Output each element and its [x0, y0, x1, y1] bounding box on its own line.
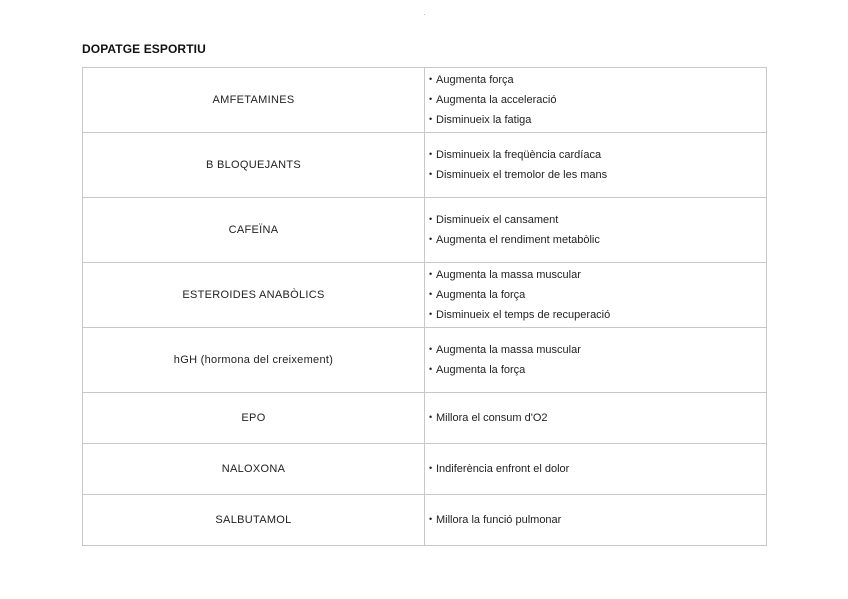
effect-item — [429, 210, 766, 230]
substance-cell: B BLOQUEJANTS — [83, 133, 425, 198]
effect-list — [429, 459, 766, 479]
effect-list — [429, 408, 766, 428]
effect-text: Disminueix el tremolor de les mans — [436, 169, 608, 181]
bullet-icon: • — [429, 234, 433, 244]
effect-item — [429, 265, 766, 285]
effect-text: Disminueix el temps de recuperació — [436, 309, 611, 321]
effects-cell — [425, 263, 767, 328]
effect-text: Millora el consum d'O2 — [436, 412, 548, 424]
bullet-icon: • — [429, 344, 433, 354]
effect-list — [429, 70, 766, 130]
effect-text: Disminueix la fatiga — [436, 114, 532, 126]
bullet-icon: • — [429, 74, 433, 84]
substance-cell: SALBUTAMOL — [83, 495, 425, 546]
substance-cell: ESTEROIDES ANABÒLICS — [83, 263, 425, 328]
effect-text: Augmenta la massa muscular — [436, 269, 581, 281]
table-row — [83, 198, 767, 263]
document-title: DOPATGE ESPORTIU — [82, 42, 206, 56]
bullet-icon: • — [429, 364, 433, 374]
effect-item — [429, 510, 766, 530]
bullet-icon: • — [429, 412, 433, 422]
effect-text: Augmenta el rendiment metabòlic — [436, 234, 600, 246]
table-row — [83, 495, 767, 546]
effect-item — [429, 340, 766, 360]
table-row — [83, 133, 767, 198]
substance-cell: CAFEÏNA — [83, 198, 425, 263]
substance-cell: hGH (hormona del creixement) — [83, 328, 425, 393]
bullet-icon: • — [429, 463, 433, 473]
effect-item — [429, 459, 766, 479]
bullet-icon: • — [429, 149, 433, 159]
table-row — [83, 263, 767, 328]
effect-item — [429, 70, 766, 90]
effect-text: Disminueix la freqüència cardíaca — [436, 149, 602, 161]
effects-cell — [425, 444, 767, 495]
substance-cell: NALOXONA — [83, 444, 425, 495]
effect-text: Augmenta la força — [436, 289, 526, 301]
bullet-icon: • — [429, 309, 433, 319]
effects-cell — [425, 133, 767, 198]
substance-cell: EPO — [83, 393, 425, 444]
bullet-icon: • — [429, 269, 433, 279]
effect-item — [429, 360, 766, 380]
table-row — [83, 328, 767, 393]
effect-text: Indiferència enfront el dolor — [436, 463, 570, 475]
effect-text: Augmenta la força — [436, 364, 526, 376]
effect-item — [429, 90, 766, 110]
effect-list — [429, 340, 766, 380]
effect-text: Augmenta la acceleració — [436, 94, 557, 106]
effect-text: Augmenta la massa muscular — [436, 344, 581, 356]
table-row — [83, 393, 767, 444]
effect-text: Millora la funció pulmonar — [436, 514, 562, 526]
effect-item — [429, 230, 766, 250]
bullet-icon: • — [429, 169, 433, 179]
effects-cell — [425, 68, 767, 133]
table-row — [83, 444, 767, 495]
bullet-icon: • — [429, 214, 433, 224]
page-dot-mark — [424, 14, 425, 15]
effect-text: Augmenta força — [436, 74, 514, 86]
substance-cell: AMFETAMINES — [83, 68, 425, 133]
effect-list — [429, 210, 766, 250]
effect-item — [429, 408, 766, 428]
effects-cell — [425, 198, 767, 263]
effects-cell — [425, 393, 767, 444]
effect-text: Disminueix el cansament — [436, 214, 559, 226]
effect-item — [429, 285, 766, 305]
effects-cell — [425, 495, 767, 546]
effects-cell — [425, 328, 767, 393]
bullet-icon: • — [429, 94, 433, 104]
effect-list — [429, 510, 766, 530]
doping-table — [82, 67, 767, 546]
effect-item — [429, 165, 766, 185]
bullet-icon: • — [429, 514, 433, 524]
bullet-icon: • — [429, 289, 433, 299]
table-row — [83, 68, 767, 133]
effect-item — [429, 145, 766, 165]
effect-item — [429, 110, 766, 130]
effect-list — [429, 265, 766, 325]
bullet-icon: • — [429, 114, 433, 124]
effect-item — [429, 305, 766, 325]
effect-list — [429, 145, 766, 185]
